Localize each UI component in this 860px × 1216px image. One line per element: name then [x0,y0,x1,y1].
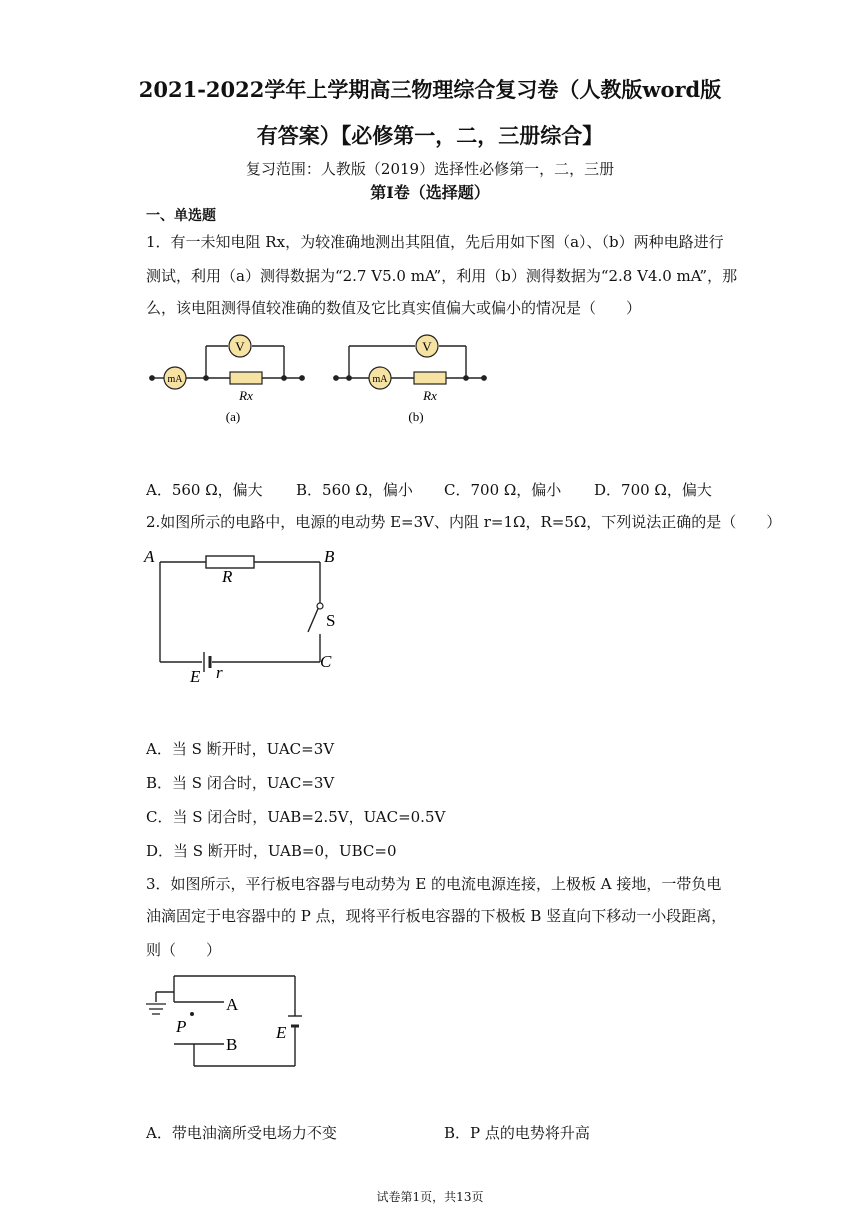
rx-label: Rx [239,388,253,403]
rx-label: Rx [423,388,437,403]
q2-option-c: C．当 S 闭合时，UAB=2.5V，UAC=0.5V [146,808,446,826]
plate-a-label: A [226,995,239,1014]
q2-option-d: D．当 S 断开时，UAB=0，UBC=0 [146,842,397,860]
q3-capacitor-figure [140,968,320,1078]
caption-b: (b) [408,409,424,424]
q3-option-a: A．带电油滴所受电场力不变 [146,1124,337,1142]
ma-label: mA [372,374,388,385]
node-a-label: A [144,547,155,566]
q1-text-line1: 1．有一未知电阻 Rx，为较准确地测出其阻值，先后用如下图（a）、（b）两种电路进行 [146,233,724,251]
doc-title-line1: 2021-2022学年上学期高三物理综合复习卷（人教版word版 [138,77,722,102]
q1-text-line2: 测试，利用（a）测得数据为“2.7 V5.0 mA”，利用（b）测得数据为“2.8 V4.0 mA”，那 [146,267,738,285]
q2-circuit-figure [140,540,360,690]
resistor-icon [230,372,262,384]
ground-icon [146,1004,166,1014]
q3-text-line3: 则（ ） [146,941,222,959]
q3-text-line2: 油滴固定于电容器中的 P 点，现将平行板电容器的下极板 B 竖直向下移动一小段距离， [146,907,727,925]
volume-heading: 第Ⅰ卷（选择题） [370,183,490,202]
q1-option-d: D．700 Ω，偏大 [594,481,712,499]
review-scope: 复习范围：人教版（2019）选择性必修第一，二，三册 [245,160,615,178]
v-label: V [422,339,432,354]
q2-wires [160,562,320,662]
node-b-label: B [324,547,335,566]
q2-text-line1: 2.如图所示的电路中，电源的电动势 E=3V、内阻 r=1Ω，R=5Ω，下列说法正确的是（ ） [146,513,782,531]
q2-option-b: B．当 S 闭合时，UAC=3V [146,774,335,792]
p-label: P [176,1017,187,1036]
ma-label: mA [167,374,183,385]
s-label: S [326,611,336,630]
page-footer: 试卷第1页，共13页 [376,1190,484,1204]
caption-a: (a) [225,409,241,424]
resistor-icon [414,372,446,384]
e-label: E [190,667,201,686]
plate-b-label: B [226,1035,238,1054]
q2-option-a: A．当 S 断开时，UAC=3V [146,740,335,758]
r-label: R [222,567,233,586]
doc-title-line2: 有答案）【必修第一，二，三册综合】 [256,123,604,148]
q3-text-line1: 3．如图所示，平行板电容器与电动势为 E 的电流电源连接，上极板 A 接地，一带负电 [146,875,722,893]
q1-option-b: B．560 Ω，偏小 [296,481,413,499]
q1-circuit-figure [140,330,500,430]
q1-option-c: C．700 Ω，偏小 [444,481,562,499]
circuit-b [334,346,486,380]
node-c-label: C [320,652,332,671]
q3-option-b: B．P 点的电势将升高 [444,1124,590,1142]
section-heading: 一、单选题 [146,208,216,224]
v-label: V [235,339,245,354]
internal-r-label: r [216,663,223,682]
q1-option-a: A．560 Ω，偏大 [146,481,263,499]
emf-label: E [276,1023,287,1042]
q1-text-line3: 么，该电阻测得值较准确的数值及它比真实值偏大或偏小的情况是（ ） [146,299,642,317]
oil-drop-icon [190,1012,194,1016]
switch-icon [317,603,323,609]
